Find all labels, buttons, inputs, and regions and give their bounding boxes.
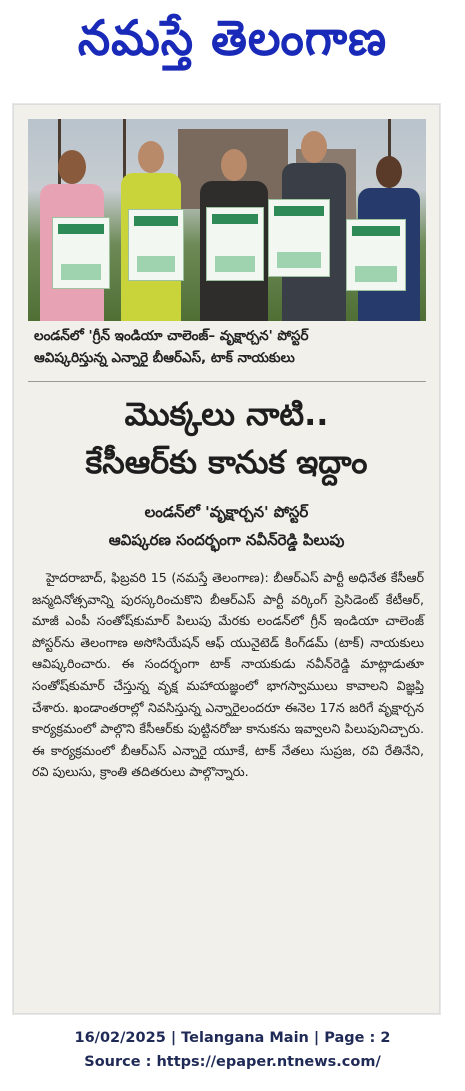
- masthead-title: నమస్తే తెలంగాణ: [77, 9, 388, 67]
- poster: [268, 199, 330, 277]
- article-body: [32, 567, 424, 783]
- divider: [28, 381, 426, 382]
- masthead: [0, 0, 465, 88]
- poster: [346, 219, 406, 291]
- subheadline-line-2: ఆవిష్కరణ సందర్భంగా నవీన్‌రెడ్డి పిలుపు: [108, 531, 345, 549]
- news-photo: [28, 119, 426, 321]
- poster: [206, 207, 264, 281]
- headline-line-1: మొక్కలు నాటి..: [124, 395, 329, 433]
- poster: [128, 209, 184, 281]
- article-paragraph: హైదరాబాద్, ఫిబ్రవరి 15 (నమస్తే తెలంగాణ): బీఆర్ఎస్ పార్టీ అధినేత కేసీఆర్ జన్మదినోత్సవాన్ని పురస్కరించుకొని బీఆర్ఎస్ పార్టీ వర్కింగ్ ప్రెసిడెంట్ కేటీఆర్, మాజీ ఎంపీ సంతోష్‌కుమార్ పిలుపు మేరకు లండన్‌లో గ్రీన్ ఇండియా చాలెంజ్ పోస్టర్‌ను తెలంగాణ అసోసియేషన్ ఆఫ్ యునైటెడ్ కింగ్‌డమ్ (టాక్) నాయకులు ఆవిష్కరించారు. ఈ సందర్భంగా టాక్ నాయకుడు నవీన్‌రెడ్డి మాట్లాడుతూ సంతోష్‌కుమార్ చేస్తున్న వృక్ష మహాయజ్ఞంలో భాగస్వాములు కావాలని విజ్ఞప్తి చేశారు. ఖండాంతరాల్లో నివసిస్తున్న ఎన్నారైలందరూ ఈనెల 17న జరిగే వృక్షార్చన కార్యక్రమంలో పాల్గొని కేసీఆర్‌కు పుట్టినరోజు కానుకను ఇవ్వాలని పిలుపునిచ్చారు. ఈ కార్యక్రమంలో బీఆర్ఎస్ ఎన్నారై యూకే, టాక్ నేతలు సుప్రజ, రవి రేతినేని, రవి పులుసు, క్రాంతి తదితరులు పాల్గొన్నారు.: [32, 570, 424, 780]
- photo-caption-line-2: ఆవిష్కరిస్తున్న ఎన్నారై బీఆర్ఎస్, టాక్ నాయకులు: [34, 350, 295, 366]
- headline-line-2: కేసీఆర్‌కు కానుక ఇద్దాం: [85, 443, 368, 481]
- subheadline-line-1: లండన్‌లో 'వృక్షార్చన' పోస్టర్: [144, 503, 309, 521]
- poster: [52, 217, 110, 289]
- footer-date-edition: 16/02/2025 | Telangana Main | Page : 2: [74, 1030, 391, 1046]
- photo-caption-line-1: లండన్‌లో 'గ్రీన్ ఇండియా చాలెంజ్– వృక్షార్చన' పోస్టర్: [34, 328, 309, 344]
- footer-source: Source : https://epaper.ntnews.com/: [84, 1054, 381, 1070]
- news-clipping: [13, 104, 440, 1014]
